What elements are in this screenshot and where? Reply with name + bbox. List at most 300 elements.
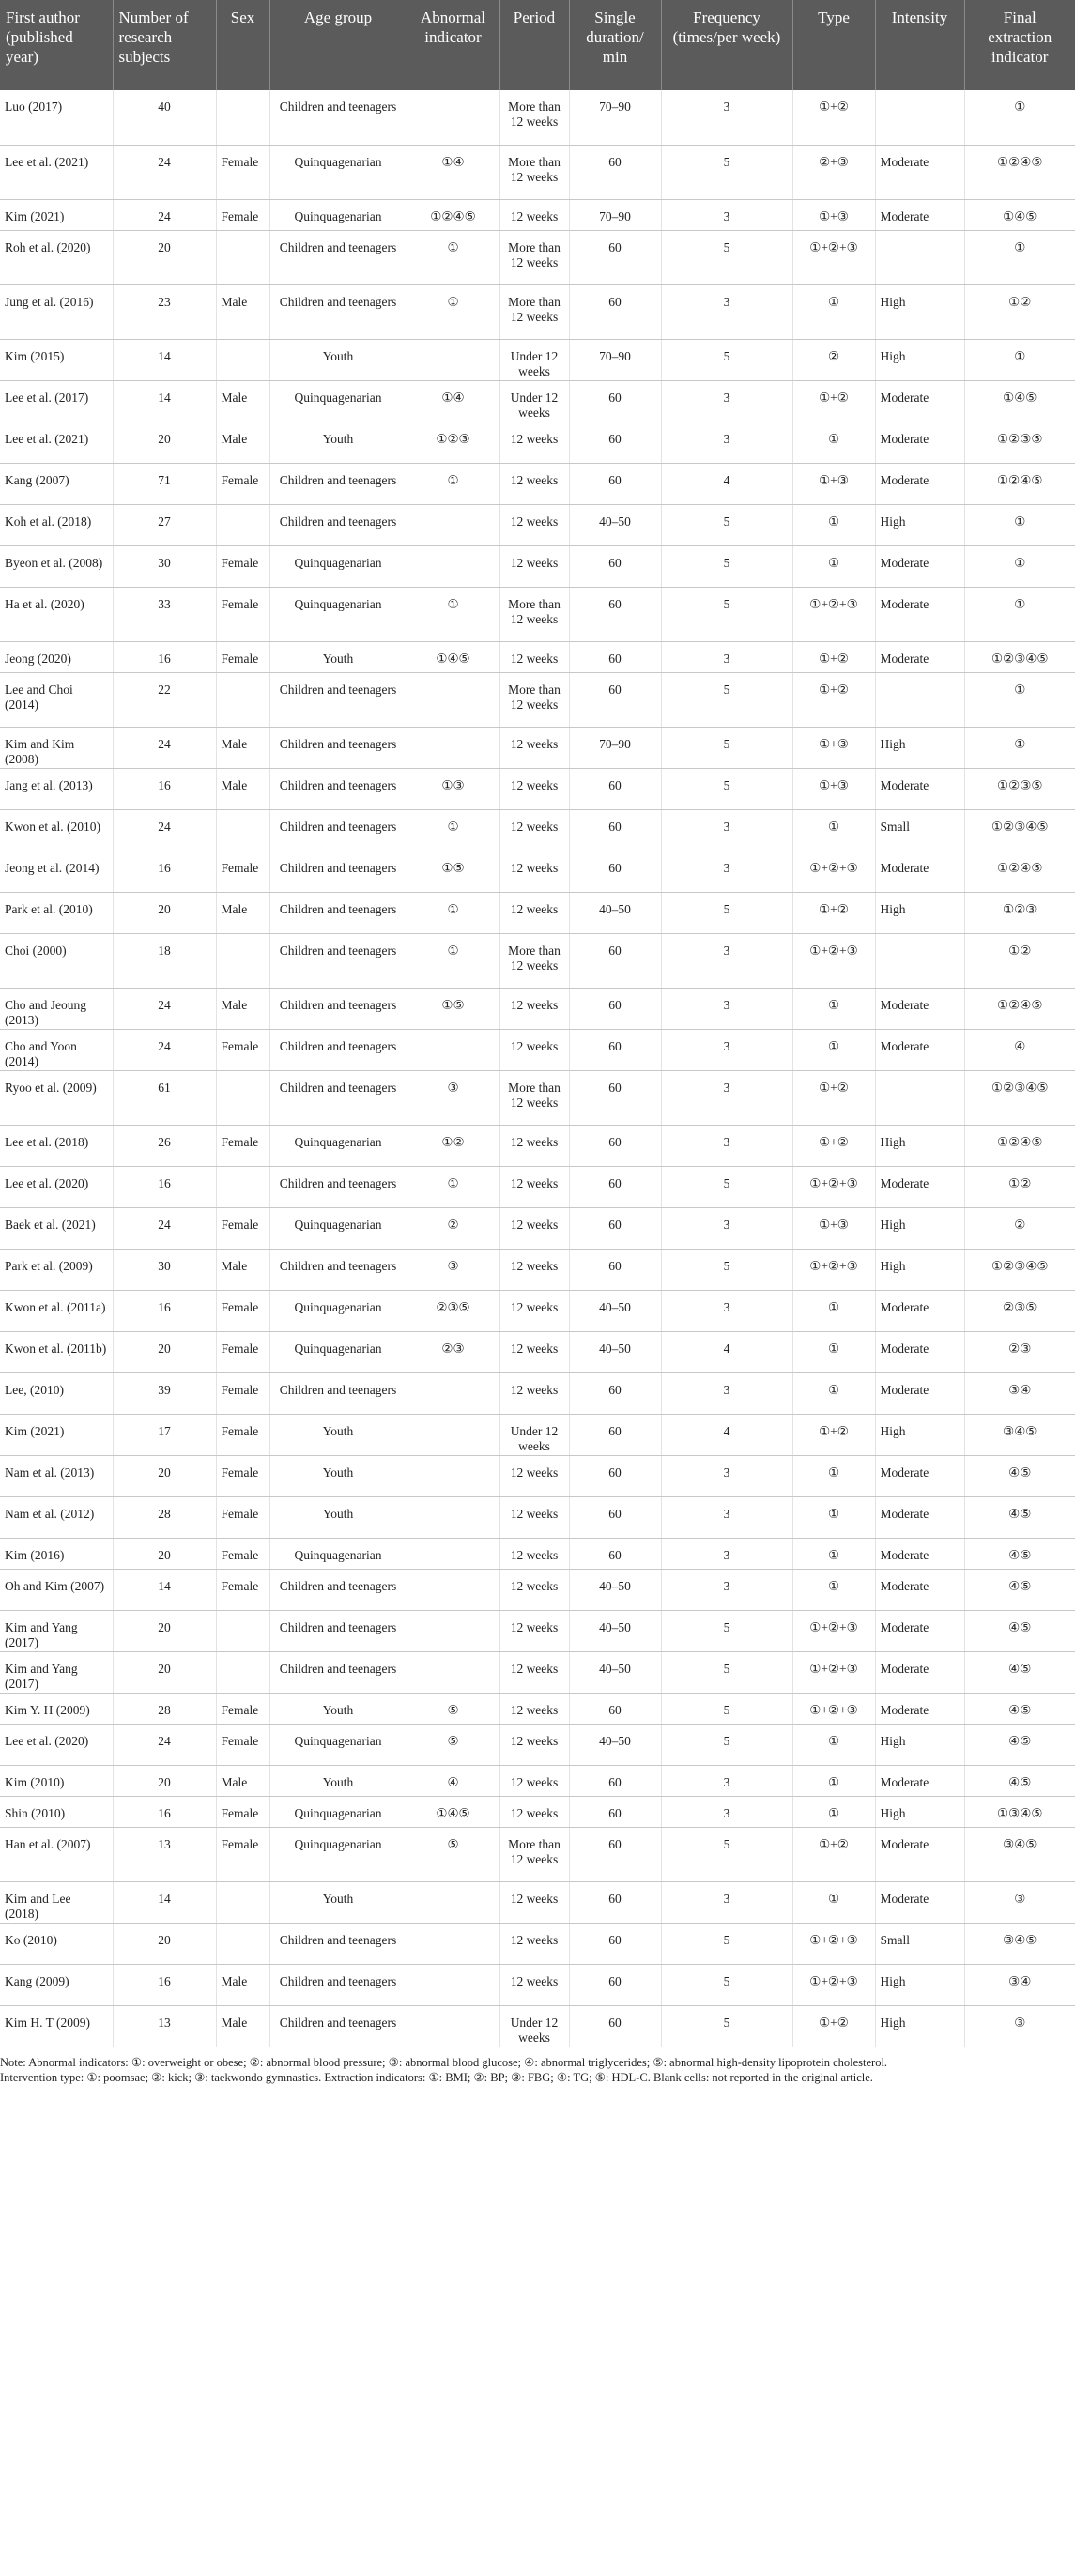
cell-extraction-indicator: ④⑤ — [964, 1693, 1075, 1724]
cell-author: Oh and Kim (2007) — [0, 1569, 113, 1610]
cell-author: Kim (2021) — [0, 199, 113, 230]
cell-age-group: Children and teenagers — [269, 1923, 407, 1964]
table-row — [0, 422, 1075, 463]
cell-author: Kwon et al. (2011a) — [0, 1290, 113, 1331]
cell-period: More than 12 weeks — [499, 1070, 569, 1125]
cell-subjects: 13 — [113, 1827, 216, 1881]
cell-extraction-indicator: ③④ — [964, 1964, 1075, 2005]
cell-intensity: Moderate — [875, 545, 964, 587]
cell-age-group: Children and teenagers — [269, 230, 407, 284]
cell-sex: Male — [216, 284, 269, 339]
cell-frequency: 3 — [661, 1455, 792, 1496]
cell-intensity: Moderate — [875, 1881, 964, 1923]
header-abnormal: Abnormal indicator — [407, 0, 499, 90]
cell-subjects: 61 — [113, 1070, 216, 1125]
cell-extraction-indicator: ③④⑤ — [964, 1414, 1075, 1455]
cell-subjects: 20 — [113, 1651, 216, 1693]
cell-sex — [216, 504, 269, 545]
cell-type: ①+② — [792, 1070, 875, 1125]
cell-intensity: Small — [875, 1923, 964, 1964]
cell-type: ①+② — [792, 641, 875, 672]
cell-author: Kim and Kim (2008) — [0, 727, 113, 768]
cell-abnormal-indicator: ① — [407, 892, 499, 933]
cell-duration: 60 — [569, 1796, 661, 1827]
cell-type: ① — [792, 809, 875, 851]
cell-subjects: 24 — [113, 988, 216, 1029]
cell-age-group: Children and teenagers — [269, 1166, 407, 1207]
cell-age-group: Children and teenagers — [269, 504, 407, 545]
cell-age-group: Quinquagenarian — [269, 1125, 407, 1166]
table-row — [0, 1724, 1075, 1765]
cell-subjects: 18 — [113, 933, 216, 988]
cell-duration: 60 — [569, 1372, 661, 1414]
cell-subjects: 23 — [113, 284, 216, 339]
cell-abnormal-indicator: ①④⑤ — [407, 1796, 499, 1827]
cell-intensity: Moderate — [875, 380, 964, 422]
cell-intensity: High — [875, 727, 964, 768]
cell-period: 12 weeks — [499, 1029, 569, 1070]
cell-subjects: 14 — [113, 1881, 216, 1923]
cell-subjects: 30 — [113, 545, 216, 587]
cell-duration: 60 — [569, 1496, 661, 1538]
cell-abnormal-indicator: ① — [407, 809, 499, 851]
cell-abnormal-indicator — [407, 90, 499, 145]
cell-period: Under 12 weeks — [499, 1414, 569, 1455]
cell-abnormal-indicator: ⑤ — [407, 1724, 499, 1765]
table-row — [0, 1166, 1075, 1207]
cell-duration: 60 — [569, 380, 661, 422]
table-row — [0, 504, 1075, 545]
cell-abnormal-indicator: ②③ — [407, 1331, 499, 1372]
table-row — [0, 768, 1075, 809]
cell-subjects: 28 — [113, 1693, 216, 1724]
table-row — [0, 339, 1075, 380]
cell-subjects: 14 — [113, 380, 216, 422]
cell-period: More than 12 weeks — [499, 587, 569, 641]
table-row — [0, 1331, 1075, 1372]
cell-intensity — [875, 230, 964, 284]
cell-duration: 60 — [569, 933, 661, 988]
cell-duration: 60 — [569, 422, 661, 463]
cell-abnormal-indicator — [407, 504, 499, 545]
cell-extraction-indicator: ① — [964, 727, 1075, 768]
cell-abnormal-indicator — [407, 545, 499, 587]
cell-frequency: 3 — [661, 1538, 792, 1569]
cell-sex — [216, 1881, 269, 1923]
cell-author: Shin (2010) — [0, 1796, 113, 1827]
cell-subjects: 16 — [113, 641, 216, 672]
cell-sex — [216, 1610, 269, 1651]
table-row — [0, 892, 1075, 933]
cell-period: More than 12 weeks — [499, 90, 569, 145]
cell-period: 12 weeks — [499, 1881, 569, 1923]
cell-intensity — [875, 90, 964, 145]
table-row — [0, 145, 1075, 199]
cell-intensity: High — [875, 1964, 964, 2005]
cell-extraction-indicator: ① — [964, 504, 1075, 545]
cell-intensity: Moderate — [875, 1496, 964, 1538]
cell-extraction-indicator: ③④⑤ — [964, 1827, 1075, 1881]
cell-abnormal-indicator: ①③ — [407, 768, 499, 809]
cell-author: Lee and Choi (2014) — [0, 672, 113, 727]
cell-author: Ryoo et al. (2009) — [0, 1070, 113, 1125]
cell-author: Lee et al. (2021) — [0, 145, 113, 199]
cell-period: Under 12 weeks — [499, 339, 569, 380]
table-row — [0, 809, 1075, 851]
table-row — [0, 380, 1075, 422]
cell-intensity: Moderate — [875, 851, 964, 892]
cell-frequency: 5 — [661, 145, 792, 199]
cell-type: ①+②+③ — [792, 933, 875, 988]
cell-extraction-indicator: ①②④⑤ — [964, 851, 1075, 892]
cell-subjects: 14 — [113, 339, 216, 380]
cell-abnormal-indicator: ①④⑤ — [407, 641, 499, 672]
cell-intensity — [875, 672, 964, 727]
cell-extraction-indicator: ④⑤ — [964, 1538, 1075, 1569]
cell-type: ①+② — [792, 1414, 875, 1455]
cell-sex: Male — [216, 380, 269, 422]
table-row — [0, 1249, 1075, 1290]
cell-duration: 60 — [569, 587, 661, 641]
cell-sex: Female — [216, 1125, 269, 1166]
note-line-2: Intervention type: ①: poomsae; ②: kick; ③: taekwondo gymnastics. Extraction indicators: ①: BMI; ②: BP; ③: FBG; ④: TG; ⑤: HDL-C. Blank cells: not reported in the original article. — [0, 2070, 873, 2084]
cell-duration: 60 — [569, 1765, 661, 1796]
cell-subjects: 28 — [113, 1496, 216, 1538]
cell-age-group: Youth — [269, 422, 407, 463]
cell-sex: Female — [216, 1496, 269, 1538]
cell-frequency: 5 — [661, 672, 792, 727]
cell-period: More than 12 weeks — [499, 230, 569, 284]
cell-frequency: 5 — [661, 1964, 792, 2005]
cell-age-group: Quinquagenarian — [269, 587, 407, 641]
cell-subjects: 24 — [113, 1724, 216, 1765]
table-row — [0, 672, 1075, 727]
cell-author: Kang (2009) — [0, 1964, 113, 2005]
cell-intensity: Moderate — [875, 1569, 964, 1610]
cell-duration: 40–50 — [569, 1569, 661, 1610]
cell-period: More than 12 weeks — [499, 1827, 569, 1881]
cell-intensity: High — [875, 339, 964, 380]
cell-frequency: 5 — [661, 1827, 792, 1881]
cell-author: Kim (2016) — [0, 1538, 113, 1569]
cell-duration: 60 — [569, 809, 661, 851]
cell-sex: Male — [216, 1249, 269, 1290]
cell-duration: 40–50 — [569, 1651, 661, 1693]
cell-frequency: 3 — [661, 1496, 792, 1538]
cell-sex: Female — [216, 1207, 269, 1249]
table-row — [0, 90, 1075, 145]
cell-duration: 60 — [569, 1964, 661, 2005]
cell-extraction-indicator: ①② — [964, 284, 1075, 339]
cell-type: ② — [792, 339, 875, 380]
cell-age-group: Quinquagenarian — [269, 145, 407, 199]
cell-author: Koh et al. (2018) — [0, 504, 113, 545]
cell-type: ① — [792, 988, 875, 1029]
cell-author: Choi (2000) — [0, 933, 113, 988]
cell-sex: Male — [216, 727, 269, 768]
cell-intensity: Moderate — [875, 1166, 964, 1207]
cell-abnormal-indicator — [407, 339, 499, 380]
cell-period: 12 weeks — [499, 1569, 569, 1610]
cell-author: Byeon et al. (2008) — [0, 545, 113, 587]
cell-author: Park et al. (2009) — [0, 1249, 113, 1290]
cell-type: ①+②+③ — [792, 1166, 875, 1207]
cell-subjects: 20 — [113, 422, 216, 463]
cell-period: 12 weeks — [499, 727, 569, 768]
cell-author: Park et al. (2010) — [0, 892, 113, 933]
cell-sex — [216, 90, 269, 145]
cell-subjects: 16 — [113, 851, 216, 892]
cell-age-group: Children and teenagers — [269, 1651, 407, 1693]
cell-abnormal-indicator: ① — [407, 587, 499, 641]
cell-author: Ha et al. (2020) — [0, 587, 113, 641]
cell-author: Roh et al. (2020) — [0, 230, 113, 284]
cell-age-group: Children and teenagers — [269, 463, 407, 504]
cell-frequency: 3 — [661, 933, 792, 988]
cell-author: Jeong (2020) — [0, 641, 113, 672]
table-row — [0, 1796, 1075, 1827]
cell-frequency: 3 — [661, 1765, 792, 1796]
cell-duration: 40–50 — [569, 504, 661, 545]
cell-subjects: 17 — [113, 1414, 216, 1455]
table-row — [0, 1923, 1075, 1964]
table-row — [0, 1290, 1075, 1331]
cell-period: More than 12 weeks — [499, 284, 569, 339]
header-age: Age group — [269, 0, 407, 90]
cell-abnormal-indicator: ① — [407, 230, 499, 284]
cell-age-group: Quinquagenarian — [269, 1207, 407, 1249]
cell-extraction-indicator: ② — [964, 1207, 1075, 1249]
cell-author: Cho and Jeoung (2013) — [0, 988, 113, 1029]
cell-intensity: Moderate — [875, 1331, 964, 1372]
cell-period: 12 weeks — [499, 1610, 569, 1651]
cell-sex: Female — [216, 1693, 269, 1724]
cell-frequency: 3 — [661, 641, 792, 672]
cell-subjects: 24 — [113, 199, 216, 230]
cell-abnormal-indicator — [407, 1610, 499, 1651]
cell-period: 12 weeks — [499, 1964, 569, 2005]
cell-sex: Female — [216, 1414, 269, 1455]
cell-subjects: 39 — [113, 1372, 216, 1414]
cell-sex — [216, 672, 269, 727]
cell-abnormal-indicator: ④ — [407, 1765, 499, 1796]
cell-duration: 60 — [569, 988, 661, 1029]
cell-type: ① — [792, 1331, 875, 1372]
cell-period: 12 weeks — [499, 1796, 569, 1827]
cell-sex — [216, 230, 269, 284]
cell-type: ① — [792, 1538, 875, 1569]
cell-subjects: 16 — [113, 1796, 216, 1827]
cell-age-group: Quinquagenarian — [269, 1290, 407, 1331]
cell-frequency: 5 — [661, 2005, 792, 2047]
cell-sex — [216, 1166, 269, 1207]
table-row — [0, 545, 1075, 587]
table-row — [0, 933, 1075, 988]
table-row — [0, 230, 1075, 284]
cell-type: ①+③ — [792, 1207, 875, 1249]
cell-intensity: High — [875, 504, 964, 545]
cell-frequency: 3 — [661, 380, 792, 422]
table-note — [0, 2047, 1075, 2085]
cell-extraction-indicator: ①② — [964, 933, 1075, 988]
cell-sex: Female — [216, 1331, 269, 1372]
cell-frequency: 5 — [661, 1923, 792, 1964]
cell-duration: 60 — [569, 463, 661, 504]
cell-age-group: Children and teenagers — [269, 1569, 407, 1610]
cell-sex: Female — [216, 641, 269, 672]
cell-subjects: 24 — [113, 1207, 216, 1249]
cell-type: ①+② — [792, 1827, 875, 1881]
cell-subjects: 24 — [113, 1029, 216, 1070]
table-row — [0, 284, 1075, 339]
cell-type: ①+②+③ — [792, 1610, 875, 1651]
cell-author: Baek et al. (2021) — [0, 1207, 113, 1249]
cell-type: ① — [792, 1765, 875, 1796]
header-row — [0, 0, 1075, 90]
cell-extraction-indicator: ④⑤ — [964, 1724, 1075, 1765]
cell-sex: Male — [216, 422, 269, 463]
cell-extraction-indicator: ④⑤ — [964, 1651, 1075, 1693]
cell-extraction-indicator: ①④⑤ — [964, 199, 1075, 230]
cell-duration: 60 — [569, 1827, 661, 1881]
table-row — [0, 1125, 1075, 1166]
cell-extraction-indicator: ①② — [964, 1166, 1075, 1207]
cell-type: ① — [792, 1881, 875, 1923]
cell-duration: 60 — [569, 1455, 661, 1496]
cell-abnormal-indicator: ⑤ — [407, 1693, 499, 1724]
table-row — [0, 1765, 1075, 1796]
cell-author: Kim Y. H (2009) — [0, 1693, 113, 1724]
cell-frequency: 3 — [661, 851, 792, 892]
header-extraction: Final extraction indicator — [964, 0, 1075, 90]
cell-age-group: Children and teenagers — [269, 1372, 407, 1414]
table-row — [0, 641, 1075, 672]
cell-extraction-indicator: ③ — [964, 1881, 1075, 1923]
cell-subjects: 20 — [113, 1610, 216, 1651]
cell-abnormal-indicator: ⑤ — [407, 1827, 499, 1881]
cell-abnormal-indicator: ①②③ — [407, 422, 499, 463]
cell-frequency: 5 — [661, 587, 792, 641]
cell-duration: 60 — [569, 1249, 661, 1290]
cell-subjects: 24 — [113, 809, 216, 851]
cell-sex — [216, 339, 269, 380]
table-row — [0, 1651, 1075, 1693]
cell-age-group: Quinquagenarian — [269, 380, 407, 422]
table-row — [0, 1964, 1075, 2005]
cell-abnormal-indicator: ①④ — [407, 145, 499, 199]
cell-age-group: Youth — [269, 1414, 407, 1455]
cell-abnormal-indicator: ① — [407, 1166, 499, 1207]
cell-abnormal-indicator: ① — [407, 463, 499, 504]
cell-type: ① — [792, 284, 875, 339]
cell-frequency: 5 — [661, 1249, 792, 1290]
cell-sex: Female — [216, 1827, 269, 1881]
cell-age-group: Youth — [269, 1881, 407, 1923]
cell-subjects: 20 — [113, 1538, 216, 1569]
cell-age-group: Quinquagenarian — [269, 545, 407, 587]
cell-subjects: 16 — [113, 768, 216, 809]
cell-author: Kwon et al. (2010) — [0, 809, 113, 851]
cell-period: 12 weeks — [499, 851, 569, 892]
cell-age-group: Children and teenagers — [269, 1610, 407, 1651]
cell-extraction-indicator: ④⑤ — [964, 1765, 1075, 1796]
cell-age-group: Children and teenagers — [269, 90, 407, 145]
cell-period: 12 weeks — [499, 1290, 569, 1331]
cell-age-group: Quinquagenarian — [269, 1796, 407, 1827]
cell-subjects: 22 — [113, 672, 216, 727]
cell-frequency: 5 — [661, 339, 792, 380]
cell-duration: 70–90 — [569, 199, 661, 230]
cell-duration: 40–50 — [569, 1290, 661, 1331]
table-body — [0, 90, 1075, 2047]
cell-age-group: Children and teenagers — [269, 1249, 407, 1290]
cell-subjects: 33 — [113, 587, 216, 641]
cell-abnormal-indicator — [407, 672, 499, 727]
cell-type: ① — [792, 1569, 875, 1610]
cell-sex: Female — [216, 1569, 269, 1610]
cell-extraction-indicator: ①②④⑤ — [964, 145, 1075, 199]
cell-extraction-indicator: ①③④⑤ — [964, 1796, 1075, 1827]
cell-frequency: 5 — [661, 727, 792, 768]
cell-period: 12 weeks — [499, 422, 569, 463]
cell-extraction-indicator: ①④⑤ — [964, 380, 1075, 422]
cell-period: 12 weeks — [499, 1125, 569, 1166]
cell-age-group: Quinquagenarian — [269, 1724, 407, 1765]
table-row — [0, 1070, 1075, 1125]
cell-duration: 70–90 — [569, 339, 661, 380]
cell-sex — [216, 809, 269, 851]
cell-sex: Female — [216, 1029, 269, 1070]
cell-extraction-indicator: ①②③④⑤ — [964, 641, 1075, 672]
header-intensity: Intensity — [875, 0, 964, 90]
cell-age-group: Children and teenagers — [269, 672, 407, 727]
cell-duration: 60 — [569, 1070, 661, 1125]
cell-author: Lee, (2010) — [0, 1372, 113, 1414]
cell-sex: Male — [216, 1964, 269, 2005]
note-line-1: Note: Abnormal indicators: ①: overweight or obese; ②: abnormal blood pressure; ③: abnormal blood glucose; ④: abnormal triglycerides; ⑤: abnormal high-density lipoprotein cholesterol. — [0, 2055, 888, 2069]
cell-frequency: 5 — [661, 230, 792, 284]
cell-type: ①+②+③ — [792, 1693, 875, 1724]
cell-author: Kim and Lee (2018) — [0, 1881, 113, 1923]
cell-frequency: 3 — [661, 284, 792, 339]
cell-intensity: High — [875, 2005, 964, 2047]
cell-extraction-indicator: ④⑤ — [964, 1610, 1075, 1651]
cell-age-group: Children and teenagers — [269, 2005, 407, 2047]
cell-sex: Female — [216, 545, 269, 587]
cell-subjects: 20 — [113, 1765, 216, 1796]
cell-author: Han et al. (2007) — [0, 1827, 113, 1881]
cell-frequency: 3 — [661, 1125, 792, 1166]
cell-period: 12 weeks — [499, 1207, 569, 1249]
cell-intensity: Moderate — [875, 145, 964, 199]
cell-intensity: High — [875, 1414, 964, 1455]
cell-sex: Male — [216, 892, 269, 933]
cell-intensity: Moderate — [875, 1290, 964, 1331]
cell-type: ①+③ — [792, 768, 875, 809]
cell-type: ①+② — [792, 1125, 875, 1166]
cell-type: ① — [792, 504, 875, 545]
cell-subjects: 30 — [113, 1249, 216, 1290]
cell-age-group: Youth — [269, 1496, 407, 1538]
table-row — [0, 199, 1075, 230]
cell-sex: Female — [216, 1290, 269, 1331]
cell-age-group: Children and teenagers — [269, 284, 407, 339]
cell-sex: Male — [216, 2005, 269, 2047]
cell-abnormal-indicator — [407, 727, 499, 768]
table-row — [0, 463, 1075, 504]
table-row — [0, 1610, 1075, 1651]
cell-age-group: Quinquagenarian — [269, 1827, 407, 1881]
